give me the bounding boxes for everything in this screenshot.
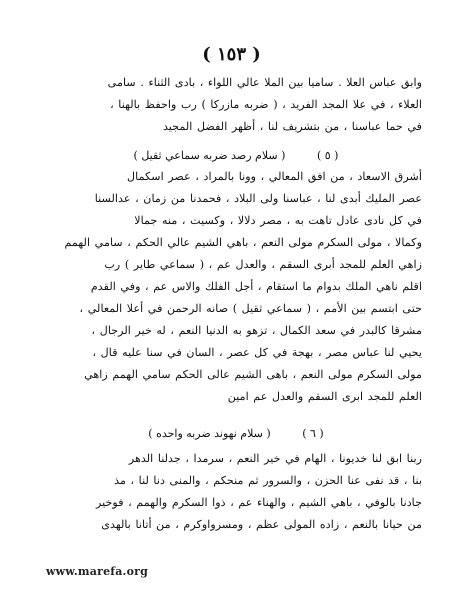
verse-line: حتى ابتسم بين الأمم ، ( سماعي ثقيل ) صانه الرحمن في أعلا المعالي ، [79,302,422,315]
section-heading-6 [60,424,412,444]
section-5-verse [50,166,422,408]
verse-line: العلاء ، في علا المجد الفريد ، ( ضربه مازركا ) رب واحفظ بالهنا ، [110,98,422,111]
verse-line: عصر المليك أبدى لنا ، عباسنا ولى البلاد ، فحمدنا من زمان ، عدالسنا [94,192,422,205]
section-heading-5 [60,146,412,166]
verse-line: العلم للمجد ابرى السقم والعدل عم امين [227,390,422,403]
section-6-verse [50,448,422,536]
section-number: ( ٦ ) [302,427,324,440]
verse-line: في حما عباسنا ، من بتشريف لنا ، أظهر الفضل المجيد [162,120,422,133]
section-title: ( سلام رصد ضربه سماعي ثقيل ) [133,149,286,162]
verse-line: وكمالا ، مولى السكرم مولى النعم ، باهي الشيم عالي الحكم ، سامي الهمم [64,236,422,249]
page-number: ( ١٥٣ ) [202,44,261,65]
footer-url: www.marefa.org [46,565,149,578]
section-number: ( ٥ ) [316,149,339,162]
verse-line: بنا ، قد نفى عنا الحزن ، والسرور ثم منحكم ، والمنى دنا لنا ، مذ [114,474,422,487]
verse-line: اقلم ناهي الملك بدوام ما استقام ، أجل الفلك والاس عم ، وفي القدم [90,280,422,293]
verse-line: في كل نادى عادل تاهت به ، مصر دلالا ، وكسيت ، منه جمالا [134,214,422,227]
verse-line: ربنا ابق لنا خديونا ، الهام في خير النعم ، سرمدا ، جدلنا الدهر [128,452,422,465]
verse-line: وابق عباس العلا . ساميا بين الملا عالي اللواء ، بادى الثناء . سامى [107,76,422,89]
verse-line: مولى السكرم مولى النعم ، باهى الشيم عالى الحكم سامي الهمم زاهي [84,368,422,381]
opening-verse [50,72,422,138]
verse-line: يحيي لنا عباس مصر ، بهجة في كل عصر ، السان في سنا عليه قال ، [92,346,422,359]
verse-line: مشرقا كالبدر في سعد الكمال ، تزهو به الدنيا النعم ، له خير الرجال ، [91,324,422,337]
verse-line: أشرق الاسعاد ، من افق المعالي ، وونا بالمراد ، عصر اسكمال [127,170,422,183]
section-title: ( سلام نهوند ضربه واحده ) [148,427,271,440]
verse-line: من حيانا بالنعم ، زاده المولى عظم ، ومسرواوكرم ، من أتانا بالهدى [101,518,422,531]
verse-line: زاهي العلم للمجد أبرى السقم ، والعدل عم ، ( سماعي طاير ) رب [104,258,422,271]
verse-line: جادنا بالوفي ، باهي الشيم ، والهناء عم ، ذوا السكرم والهمم ، فوخير [95,496,422,509]
